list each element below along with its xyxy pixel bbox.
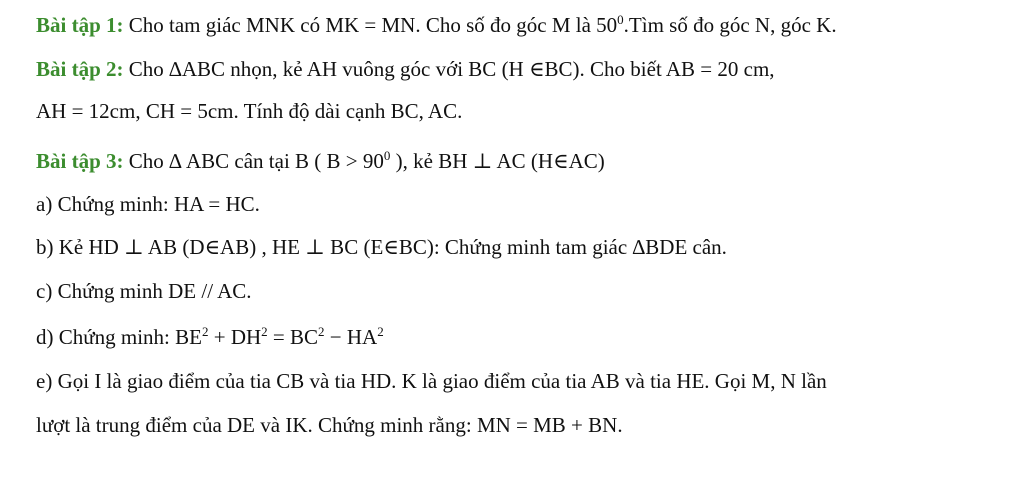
exercise-3-degree: 0 [383, 148, 391, 163]
exercise-3-part-a [36, 191, 260, 217]
part-e-text-2: lượt là trung điểm của DE và IK. Chứng minh rằng: MN = MB + BN. [36, 413, 623, 437]
part-b-text: b) Kẻ HD ⊥ AB (D∈AB) , HE ⊥ BC (E∈BC): Chứng minh tam giác ∆BDE cân. [36, 235, 727, 259]
exercise-3-line [36, 148, 605, 174]
part-d-term-2: = BC [267, 325, 319, 349]
exercise-3-part-c [36, 278, 252, 304]
exercise-2-line-2 [36, 98, 462, 124]
part-d-sup-3: 2 [318, 324, 325, 339]
exercise-1-degree: 0 [617, 12, 624, 27]
exercise-1-text-a: Cho tam giác MNK có MK = MN. Cho số đo góc M là 50 [123, 13, 618, 37]
exercise-3-heading: Bài tập 3: [36, 149, 124, 173]
part-d-prefix: d) Chứng minh: BE [36, 325, 202, 349]
exercise-3-part-d [36, 324, 384, 350]
part-d-sup-1: 2 [201, 324, 209, 339]
exercise-2-line-1 [36, 56, 775, 82]
part-d-sup-4: 2 [377, 324, 384, 339]
part-d-sup-2: 2 [261, 324, 268, 339]
part-c-text: c) Chứng minh DE // AC. [36, 279, 252, 303]
exercise-3-part-e-line-1 [36, 368, 827, 394]
exercise-3-text-a: Cho ∆ ABC cân tại B ( B > 90 [123, 149, 384, 173]
exercise-3-part-b [36, 234, 727, 260]
part-d-term-3: − HA [324, 325, 378, 349]
exercise-1-heading: Bài tập 1: [36, 13, 124, 37]
part-a-text: a) Chứng minh: HA = HC. [36, 192, 260, 216]
exercise-2-text-2: AH = 12cm, CH = 5cm. Tính độ dài cạnh BC, AC. [36, 99, 463, 123]
exercise-2-text-1: Cho ∆ABC nhọn, kẻ AH vuông góc với BC (H ∈BC). Cho biết AB = 20 cm, [123, 57, 775, 81]
exercise-1-text-b: .Tìm số đo góc N, góc K. [623, 13, 837, 37]
exercise-3-text-b: ), kẻ BH ⊥ AC (H∈AC) [390, 149, 605, 173]
part-e-text-1: e) Gọi I là giao điểm của tia CB và tia HD. K là giao điểm của tia AB và tia HE. Gọi M, N lần [36, 369, 827, 393]
exercise-1-line [36, 12, 837, 38]
exercise-2-heading: Bài tập 2: [36, 57, 124, 81]
exercise-3-part-e-line-2 [36, 412, 623, 438]
part-d-term-1: + DH [208, 325, 262, 349]
